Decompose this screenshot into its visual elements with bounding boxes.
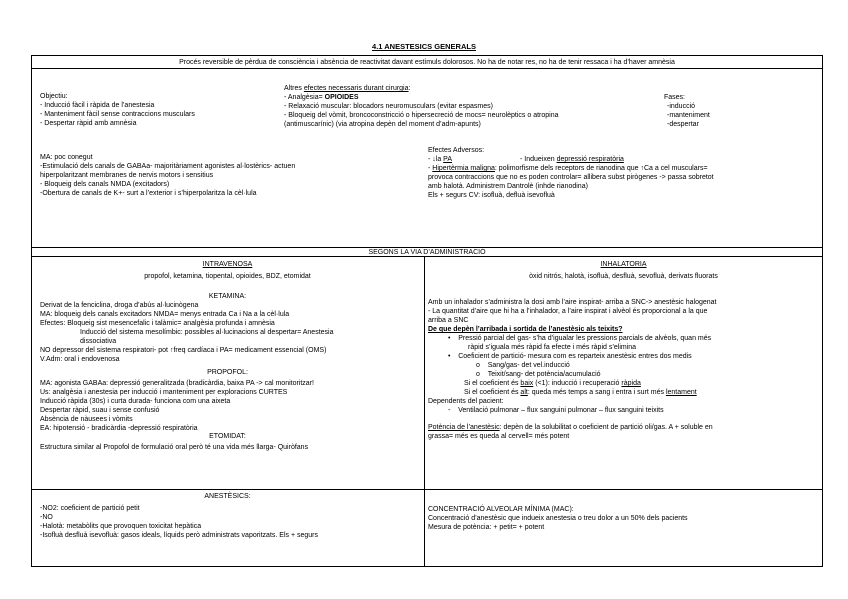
column-divider [424, 256, 425, 567]
fases-block [664, 93, 710, 129]
propofol-line: Us: analgèsia i anestesia per inducció i manteniment per exploracions CURTES [40, 389, 288, 396]
intravenosa-list: propofol, ketamina, tiopental, opioides, BDZ, etomidat [144, 273, 311, 280]
segons-via-heading: SEGONS LA VIA D’ADMINISTRACIÓ [368, 249, 486, 256]
adversos-line: Els + segurs CV: isofluà, defluà isevofluà [428, 192, 555, 199]
efectes-adversos-block [428, 146, 714, 200]
propofol-heading: PROPOFOL: [207, 369, 248, 376]
ventilacio-line: - Ventilació pulmonar – flux sanguini pulmonar – flux sanguini teixits [448, 407, 664, 414]
etomidat-heading: ETOMIDAT: [209, 433, 246, 440]
adversos-row: - ↓la PA - Indueixen depressió respiratòria [428, 156, 624, 163]
anestesics-line: -NO2: coeficient de partició petit [40, 505, 140, 512]
ma-item: - Bloqueig dels canals NMDA (excitadors) [40, 181, 170, 188]
bullet-icon: • [448, 353, 459, 360]
dependents-line: Dependents del pacient: [428, 398, 504, 405]
inhalatoria-list: òxid nitrós, halotà, isofluà, desfluà, sevofluà, derivats fluorats [529, 273, 718, 280]
objectius-block [40, 92, 195, 128]
intravenosa-heading: INTRAVENOSA [202, 261, 253, 268]
alt-line: Si el coeficient és alt: queda més temps a sang i entra i surt més lentament [464, 389, 697, 396]
etomidat-line: Estructura similar al Propofol de formulació oral però té una vida més llarga- Quiròfans [40, 444, 309, 451]
sub-line: o Sang/gas- det vel.inducció [476, 362, 570, 369]
efectes-item: - Bloqueig del vòmit, broncoconstricció o hipersecreció de mocs= neurolèptics o atropina [284, 112, 559, 119]
bullet-icon: - [448, 407, 459, 414]
anestesics-line: -Isofluà desfluà isevofluà: gasos ideals, líquids però administrats vaporitzats. Els + segurs [40, 532, 319, 539]
ketamina-line: Derivat de la fenciclina, droga d’abús al·lucinògena [40, 302, 199, 309]
ma-block [40, 153, 295, 198]
bullet-icon: • [448, 335, 459, 342]
mac-line: Mesura de potència: + petit= + potent [428, 524, 545, 531]
ketamina-line: Efectes: Bloqueig sist mesencefalic i talàmic= analgèsia profunda i amnèsia [40, 320, 275, 327]
propofol-line: Despertar ràpid, suau i sense confusió [40, 407, 160, 414]
ma-item: -Obertura de canals de K+- surt a l’exterior i s’hiperpolaritza la cèl·lula [40, 190, 257, 197]
anestesics-heading: ANESTÈSICS: [204, 493, 251, 500]
efectes-item: - Relaxació muscular: blocadors neuromusculars (evitar espasmes) [284, 103, 493, 110]
efectes-necessaris-block [284, 84, 559, 129]
inhalatoria-heading: INHALATORIA [600, 261, 647, 268]
objectius-item: - Despertar ràpid amb amnèsia [40, 120, 137, 127]
ketamina-block [40, 301, 334, 364]
potencia-line: Potència de l’anestèsic: depèn de la solubilitat o coeficient de partició oli/gas. A + soluble en [428, 424, 713, 431]
fases-item: -manteniment [667, 112, 710, 119]
efectes-necessaris-heading: Altres efectes necessaris durant cirurgia: [284, 85, 411, 92]
circle-bullet-icon: o [476, 371, 488, 378]
anestesics-line: -NO [40, 514, 53, 521]
inhalatoria-block [428, 298, 717, 441]
inhal-intro-line: Amb un inhalador s’administra la dosi amb l’aire inspirat- arriba a SNC-> anestèsic halogenat [428, 299, 717, 306]
circle-bullet-icon: o [476, 362, 488, 369]
objectius-heading: Objectiu: [40, 93, 68, 100]
ketamina-line: NO depressor del sistema respiratori- pot ↑freq cardíaca i PA= medicament essencial (OMS) [40, 347, 327, 354]
propofol-line: Inducció ràpida (30s) i curta durada- funciona com una aixeta [40, 398, 231, 405]
fases-heading: Fases: [664, 94, 686, 101]
propofol-line: Absència de nàusees i vòmits [40, 416, 133, 423]
ketamina-line: dissociativa [80, 338, 117, 345]
anestesics-block [40, 504, 318, 540]
mac-line: Concentració d’anestèsic que indueix anestesia o treu dolor a un 50% dels pacients [428, 515, 688, 522]
ma-heading: MA: poc conegut [40, 154, 93, 161]
potencia-line: grassa= més es queda al cervell= més potent [428, 433, 570, 440]
efectes-item: (antimuscarínic) (via atropina depèn del moment d’adm-apunts) [284, 121, 481, 128]
row-divider [31, 68, 823, 69]
objectius-item: - Inducció fàcil i ràpida de l’anestesia [40, 102, 155, 109]
hipertermia-line: - Hipertèrmia maligna: polimorfisme dels receptors de rianodina que ↑Ca a cel musculars= [428, 165, 708, 172]
propofol-block [40, 379, 314, 433]
page-title: 4.1 ANESTESICS GENERALS [372, 42, 476, 51]
mac-block [428, 505, 688, 532]
ma-item: hiperpolaritzant membranes de nervis motors i sensitius [40, 172, 214, 179]
sub-line: o Teixit/sang- det potència/acumulació [476, 371, 601, 378]
propofol-line: EA: hipotensió - bradicàrdia -depressió respiratòria [40, 425, 198, 432]
definition-text: Procés reversible de pèrdua de consciència i absència de reactivitat davant estímuls dolorosos. No ha de notar res, no ha de tenir ressaca i ha d’haver amnèsia [179, 59, 675, 66]
mac-heading: CONCENTRACIÓ ALVEOLAR MÍNIMA (MAC): [428, 506, 574, 513]
coeficient-line: • Coeficient de partició- mesura com es reparteix anestèsic entres dos medis [448, 353, 692, 360]
ketamina-line: Inducció del sistema mesolímbic: possibles al·lucinacions al despertar= Anestesia [80, 329, 334, 336]
fases-item: -despertar [667, 121, 699, 128]
efectes-adversos-heading: Efectes Adversos: [428, 147, 485, 154]
ketamina-line: MA: bloqueig dels canals excitadors NMDA= menys entrada Ca i Na a la cèl·lula [40, 311, 290, 318]
anestesics-line: -Halotà: metabòlits que provoquen toxicitat hepàtica [40, 523, 202, 530]
baix-line: Si el coeficient és baix (<1): inducció i recuperació ràpida [464, 380, 641, 387]
fases-item: -inducció [667, 103, 696, 110]
inhal-intro-line: - La quantitat d’aire que hi ha a l’inhalador, a l’aire inspirat i alvèol és proporcional a la que [428, 308, 708, 315]
ketamina-heading: KETAMINA: [208, 293, 247, 300]
presio-line: • Pressió parcial del gas- s’ha d’igualar les pressions parcials de alvèols, quan més [448, 335, 712, 342]
adversos-line: provoca contraccions que no es poden controlar= allibera subst pirògenes -> passa sobretot [428, 174, 714, 181]
inhal-intro-line: arriba a SNC [428, 317, 469, 324]
objectius-item: - Manteniment fàcil sense contraccions musculars [40, 111, 195, 118]
presio-line: ràpid s’iguala més ràpid fa efecte i més ràpid s’elimina [468, 344, 637, 351]
analgesia-item: - Analgèsia= OPIOIDES [284, 94, 359, 101]
ketamina-line: V.Adm: oral i endovenosa [40, 356, 120, 363]
inhal-question: De que depèn l’arribada i sortida de l’anestèsic als teixits? [428, 326, 623, 333]
adversos-line: amb halotà. Administrem Dantrolè (inhde rianodina) [428, 183, 588, 190]
ma-item: -Estimulació dels canals de GABAa- majoritàriament agonistes al·lostèrics- actuen [40, 163, 296, 170]
propofol-line: MA: agonista GABAa: depressió generalitzada (bradicàrdia, baixa PA -> cal monitoritzar! [40, 380, 314, 387]
row-divider [31, 489, 823, 490]
